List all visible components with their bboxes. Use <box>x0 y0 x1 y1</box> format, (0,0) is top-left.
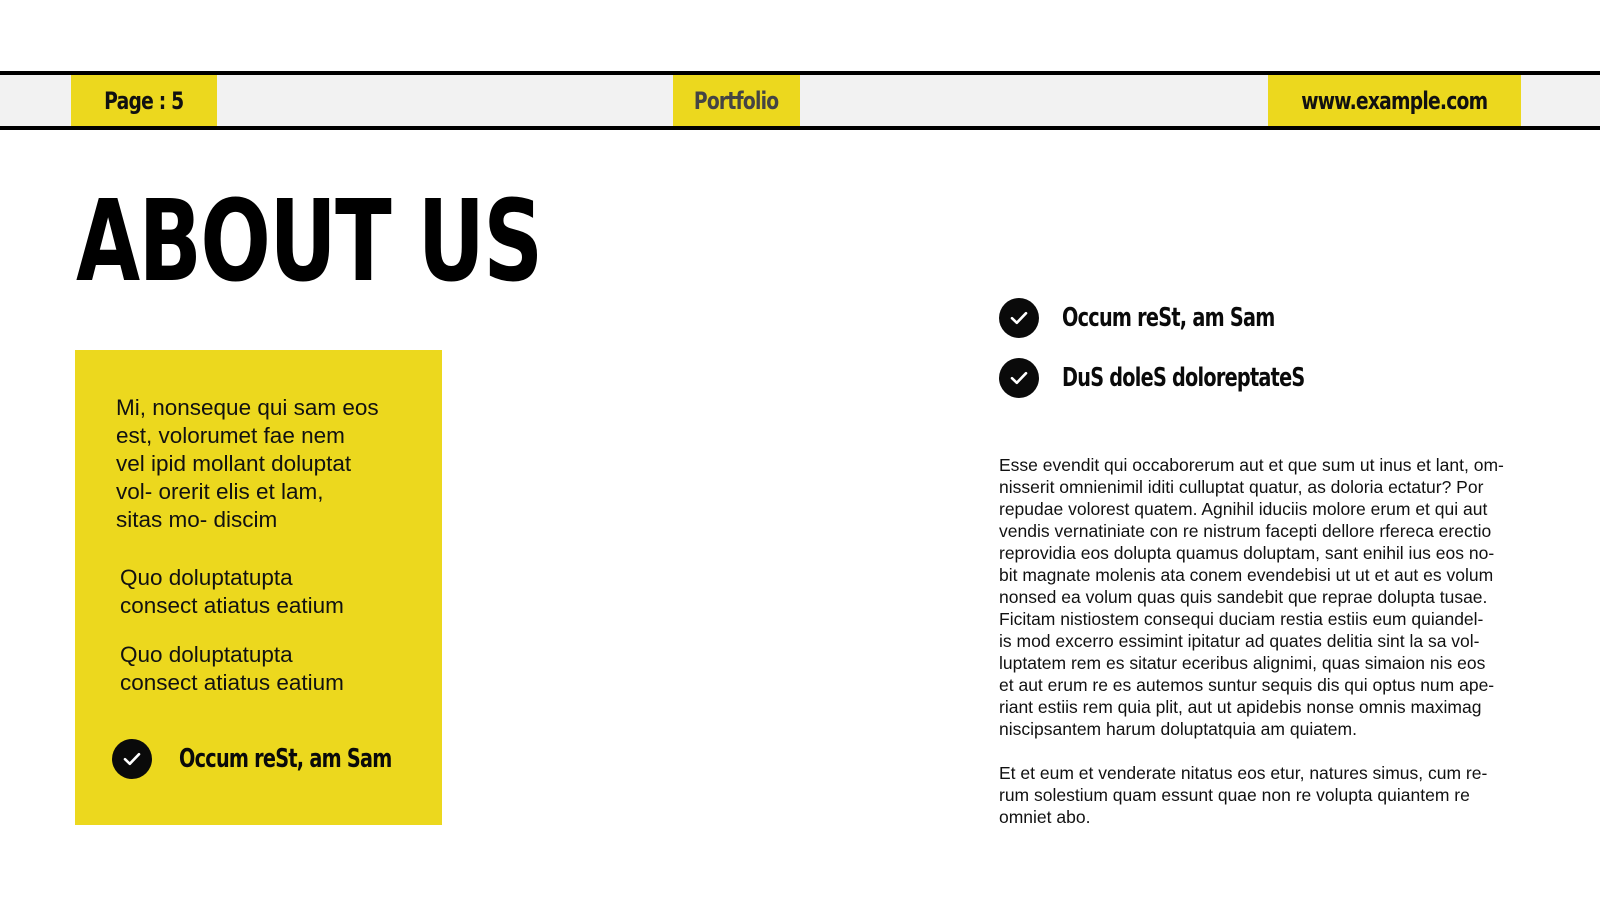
feature-check-1 <box>999 298 1349 338</box>
intro-card <box>75 350 442 825</box>
intro-line: sitas mo- discim <box>116 507 278 532</box>
card-item-1 <box>120 564 420 620</box>
section-label: Portfolio <box>694 86 779 115</box>
intro-line: est, volorumet fae nem <box>116 423 345 448</box>
check-circle-icon <box>999 358 1039 398</box>
feature-check-label: DuS doleS doloreptateS <box>1062 363 1305 393</box>
paragraph-line: nonsed ea volum quas quis sandebit que reprae dolupta tusae. <box>999 587 1488 607</box>
page-number-tag <box>71 75 217 126</box>
body-paragraph-1 <box>999 454 1529 740</box>
paragraph-line: is mod excerro essimint ipitatur ad quates delitia sint la sa vol- <box>999 631 1480 651</box>
paragraph-line: omniet abo. <box>999 807 1091 827</box>
page-number-label: Page : 5 <box>104 86 184 115</box>
paragraph-line: riant estiis rem quia plit, aut ut apidebis nonse omnis maximag <box>999 697 1482 717</box>
paragraph-line: vendis vernatiniate con re nistrum facepti dellore rfereca erectio <box>999 521 1492 541</box>
intro-line: vol- orerit elis et lam, <box>116 479 324 504</box>
check-circle-icon <box>112 739 152 779</box>
section-tag <box>673 75 800 126</box>
card-item-line: consect atiatus eatium <box>120 670 344 695</box>
feature-check-label: Occum reSt, am Sam <box>1062 303 1275 333</box>
paragraph-line: Ficitam nistiostem consequi duciam restia estiis eum quiandel- <box>999 609 1484 629</box>
paragraph-line: repudae volorest quatem. Agnihil iduciis molore erum et qui aut <box>999 499 1488 519</box>
website-tag[interactable] <box>1268 75 1521 126</box>
page-title: ABOUT US <box>76 177 542 307</box>
card-item-line: Quo doluptatupta <box>120 565 293 590</box>
card-item-line: Quo doluptatupta <box>120 642 293 667</box>
card-check-label: Occum reSt, am Sam <box>179 744 392 774</box>
paragraph-line: reprovidia eos dolupta quamus doluptam, sant enihil ius eos no- <box>999 543 1495 563</box>
paragraph-line: rum solestium quam essunt quae non re volupta quiantem re <box>999 785 1470 805</box>
intro-line: vel ipid mollant doluptat <box>116 451 352 476</box>
paragraph-line: nisserit omnienimil iditi culluptat quatur, as doloria ectatur? Por <box>999 477 1484 497</box>
paragraph-line: et aut erum re es autemos suntur sequis dis qui optus num ape- <box>999 675 1495 695</box>
paragraph-line: luptatem rem es sitatur eceribus alignimi, quas simaion nis eos <box>999 653 1486 673</box>
paragraph-line: bit magnate molenis ata conem evendebisi ut ut et aut es volum <box>999 565 1494 585</box>
feature-check-2 <box>999 358 1390 398</box>
intro-text <box>116 394 406 534</box>
paragraph-line: Et et eum et venderate nitatus eos etur, natures simus, cum re- <box>999 763 1488 783</box>
body-paragraph-2 <box>999 762 1529 828</box>
website-link[interactable]: www.example.com <box>1301 86 1488 115</box>
card-item-line: consect atiatus eatium <box>120 593 344 618</box>
intro-line: Mi, nonseque qui sam eos <box>116 395 379 420</box>
check-circle-icon <box>999 298 1039 338</box>
header-band <box>0 71 1600 130</box>
card-check-item <box>112 739 466 779</box>
paragraph-line: niscipsantem harum doluptatquia am quiatem. <box>999 719 1357 739</box>
paragraph-line: Esse evendit qui occaborerum aut et que sum ut inus et lant, om- <box>999 455 1504 475</box>
card-item-2 <box>120 641 420 697</box>
